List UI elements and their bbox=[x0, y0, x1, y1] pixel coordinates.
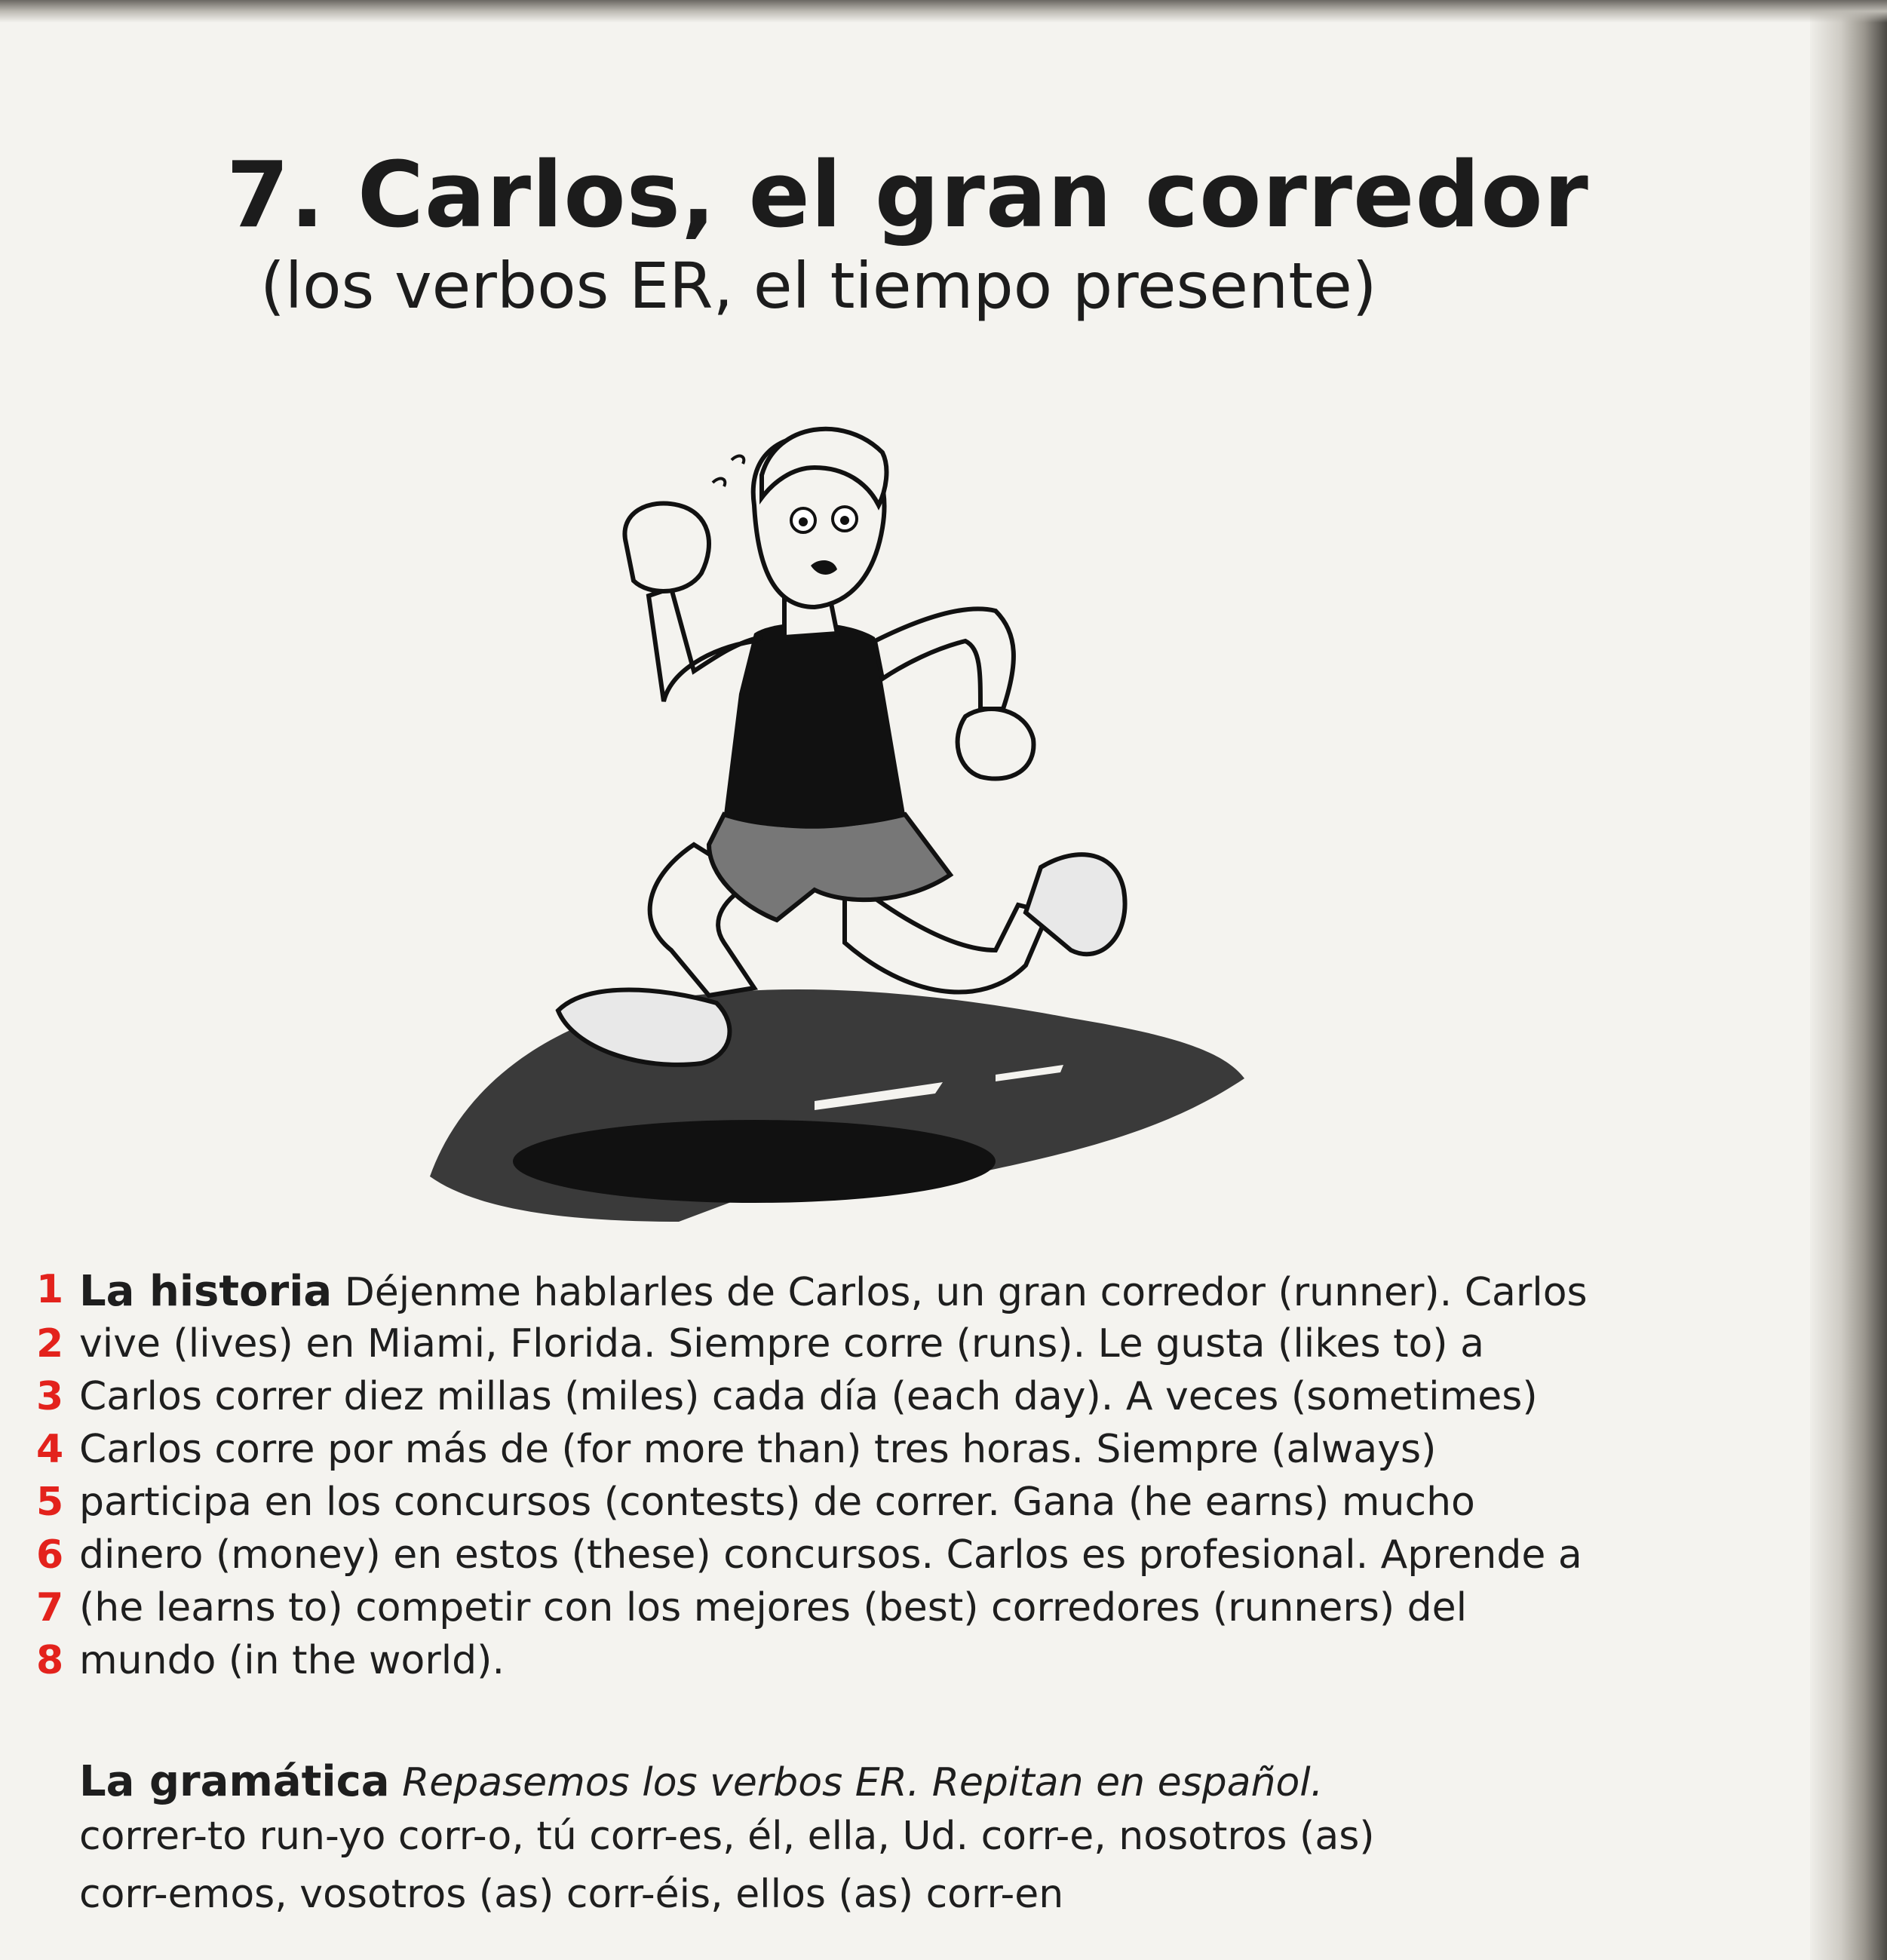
historia-line-text: Déjenme hablarles de Carlos, un gran corredor (runner). Carlos bbox=[344, 1270, 1588, 1315]
historia-heading: La historia bbox=[79, 1267, 333, 1316]
line-number: 5 bbox=[36, 1480, 64, 1525]
line-number: 3 bbox=[36, 1374, 64, 1419]
sweat-drop bbox=[713, 479, 725, 486]
historia-line: dinero (money) en estos (these) concursos. Carlos es profesional. Aprende a bbox=[79, 1532, 1582, 1578]
gramatica-intro: Repasemos los verbos ER. Repitan en español. bbox=[402, 1760, 1324, 1805]
line-number: 6 bbox=[36, 1532, 64, 1578]
gramatica-heading: La gramática bbox=[79, 1757, 390, 1806]
gramatica-line: corr-emos, vosotros (as) corr-éis, ellos (as) corr-en bbox=[79, 1872, 1064, 1917]
runner-shadow bbox=[513, 1120, 996, 1203]
historia-line: vive (lives) en Miami, Florida. Siempre corre (runs). Le gusta (likes to) a bbox=[79, 1321, 1484, 1366]
sweat-drop bbox=[732, 456, 744, 464]
line-number: 4 bbox=[36, 1427, 64, 1472]
line-number: 8 bbox=[36, 1638, 64, 1683]
runner-shorts bbox=[709, 814, 950, 920]
runner-illustration bbox=[422, 422, 1282, 1252]
historia-line: mundo (in the world). bbox=[79, 1638, 505, 1683]
book-edge-shadow bbox=[1810, 0, 1887, 1960]
historia-line: (he learns to) competir con los mejores (best) corredores (runners) del bbox=[79, 1585, 1468, 1630]
historia-line: participa en los concursos (contests) de correr. Gana (he earns) mucho bbox=[79, 1480, 1475, 1525]
gramatica-line bbox=[79, 1757, 1323, 1806]
line-number: 7 bbox=[36, 1585, 64, 1630]
page-subtitle: (los verbos ER, el tiempo presente) bbox=[260, 249, 1377, 323]
historia-line: Carlos corre por más de (for more than) tres horas. Siempre (always) bbox=[79, 1427, 1437, 1472]
historia-line bbox=[79, 1267, 1588, 1316]
historia-line: Carlos correr diez millas (miles) cada día (each day). A veces (sometimes) bbox=[79, 1374, 1538, 1419]
top-edge-shadow bbox=[0, 0, 1887, 23]
lower-fist bbox=[958, 709, 1034, 779]
back-shoe bbox=[1026, 854, 1125, 954]
line-number: 1 bbox=[36, 1267, 64, 1312]
raised-fist bbox=[624, 503, 709, 590]
line-number: 2 bbox=[36, 1321, 64, 1366]
page-title: 7. Carlos, el gran corredor bbox=[226, 143, 1589, 248]
gramatica-line: correr-to run-yo corr-o, tú corr-es, él, ella, Ud. corr-e, nosotros (as) bbox=[79, 1814, 1375, 1859]
